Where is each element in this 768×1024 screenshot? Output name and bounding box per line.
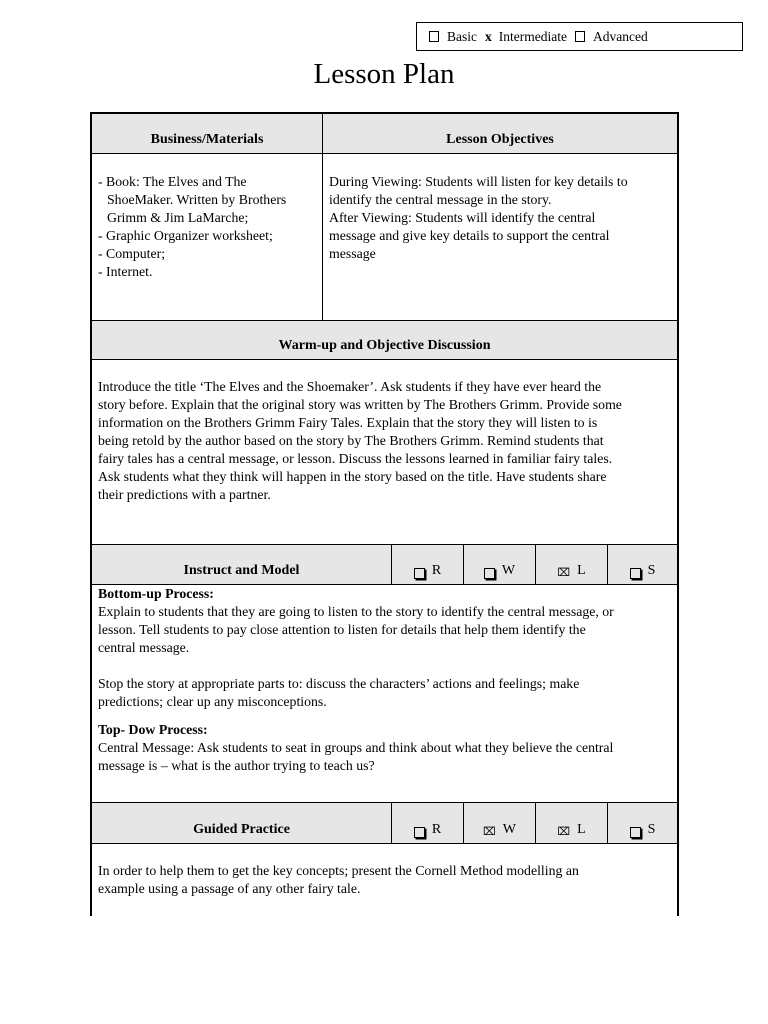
instruct-skill-w[interactable]: W [464,545,535,584]
materials-objectives-body-row [92,154,677,320]
objectives-line: message [329,246,376,261]
level-selector [416,22,743,51]
objectives-header: Lesson Objectives [446,132,554,147]
instruct-skill-l[interactable]: ⌧ L [557,563,586,579]
top-down-title: Top- Dow Process: [98,722,208,737]
page-title: Lesson Plan [313,58,455,90]
guided-skill-s[interactable]: S [608,803,677,843]
guided-header-row [92,802,677,844]
guided-skill-w[interactable]: ⌧ W [483,822,516,838]
warmup-text [98,378,676,504]
instruct-header: Instruct and Model [183,563,300,578]
checkbox-icon [414,827,425,838]
warmup-line: being retold by the author based on the story by The Brothers Grimm. Remind students that [98,433,604,448]
instruct-line: Explain to students that they are going to listen to the story to identify the central message, or [98,604,614,619]
warmup-line: fairy tales has a central message, or lesson. Discuss the lessons learned in familiar fairy tales. [98,451,613,466]
instruct-text [98,585,676,775]
materials-line: - Computer; [98,246,166,261]
instruct-line: lesson. Tell students to pay close attention to listen for details that help them identify the [98,622,586,637]
materials-objectives-header-row [92,114,677,154]
checkbox-icon [414,568,425,579]
instruct-line: predictions; clear up any misconceptions. [98,694,327,709]
instruct-body-row [92,585,677,802]
warmup-line: story before. Explain that the original story was written by The Brothers Grimm. Provide some [98,397,622,412]
lesson-plan-table [90,112,679,916]
basic-checkbox[interactable] [429,31,439,42]
instruct-line: message is – what is the author trying to teach us? [98,758,375,773]
intermediate-label: Intermediate [498,28,567,44]
guided-line: example using a passage of any other fairy tale. [98,881,361,896]
warmup-line: Introduce the title ‘The Elves and the Shoemaker’. Ask students if they have ever heard the [98,379,602,394]
checked-box-icon: ⌧ [557,826,571,838]
bottom-up-title: Bottom-up Process: [98,586,214,601]
guided-header: Guided Practice [193,822,290,837]
materials-line: ShoeMaker. Written by Brothers [107,192,287,207]
objectives-line: After Viewing: Students will identify the central [329,210,596,225]
instruct-skill-r[interactable]: R [392,545,463,584]
objectives-line: message and give key details to support the central [329,228,610,243]
guided-skill-l[interactable]: ⌧ L [557,822,586,838]
materials-header: Business/Materials [150,132,264,147]
guided-text [98,862,676,898]
guided-body-row [92,844,677,918]
instruct-line: central message. [98,640,190,655]
instruct-line: Central Message: Ask students to seat in groups and think about what they believe the central [98,740,614,755]
guided-skill-r[interactable]: R [392,803,463,843]
checkbox-icon [630,827,641,838]
intermediate-selected-mark[interactable]: x [485,28,492,44]
objectives-text [329,173,674,263]
materials-line: Grimm & Jim LaMarche; [107,210,249,225]
materials-list [98,173,320,281]
warmup-line: information on the Brothers Grimm Fairy Tales. Explain that the story they will listen to is [98,415,598,430]
warmup-body-row [92,360,677,544]
warmup-header-row [92,320,677,360]
advanced-label: Advanced [592,28,648,44]
basic-label: Basic [447,28,477,44]
checked-box-icon: ⌧ [557,567,571,579]
advanced-checkbox[interactable] [575,31,585,42]
checked-box-icon: ⌧ [483,826,496,838]
instruct-skill-s[interactable]: S [608,545,677,584]
warmup-line: Ask students what they think will happen in the story based on the title. Have students share [98,469,607,484]
materials-line: - Book: The Elves and The [98,174,247,189]
objectives-line: identify the central message in the story. [329,192,552,207]
instruct-line: Stop the story at appropriate parts to: discuss the characters’ actions and feelings; make [98,676,580,691]
instruct-header-row [92,544,677,585]
warmup-header: Warm-up and Objective Discussion [278,338,491,353]
checkbox-icon [630,568,641,579]
checkbox-icon [484,568,495,579]
materials-line: - Internet. [98,264,153,279]
materials-line: - Graphic Organizer worksheet; [98,228,273,243]
warmup-line: their predictions with a partner. [98,487,271,502]
guided-line: In order to help them to get the key concepts; present the Cornell Method modelling an [98,863,579,878]
objectives-line: During Viewing: Students will listen for key details to [329,174,628,189]
